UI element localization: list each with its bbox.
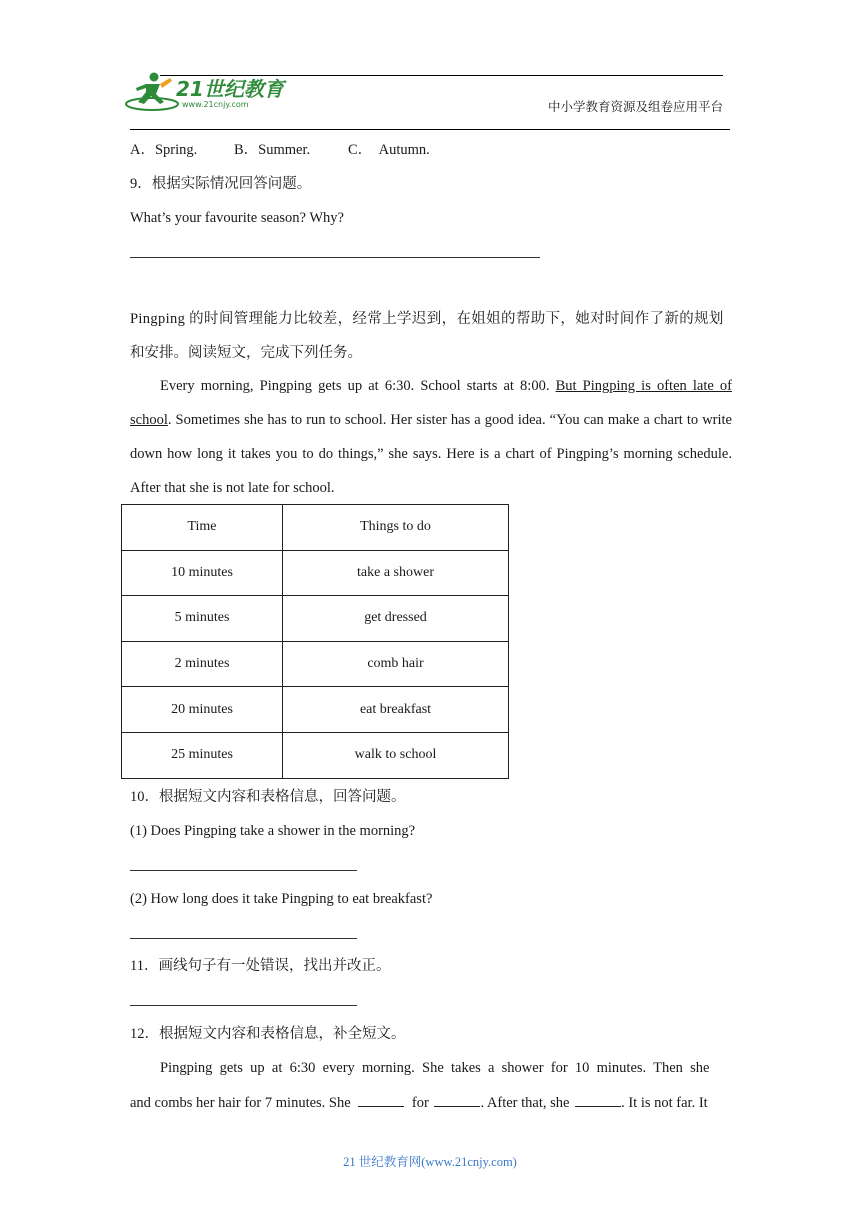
header-logo <box>124 70 294 114</box>
q10-label: 10．根据短文内容和表格信息，回答问题。 <box>130 789 406 805</box>
q8-option-c: C． Autumn. <box>348 142 430 158</box>
q12-line1: Pingping gets up at 6:30 every morning. She takes a shower for 10 minutes. Then she <box>160 1060 710 1076</box>
q12-line2-d: . It is not far. It <box>621 1095 708 1111</box>
schedule-table <box>121 504 509 779</box>
table-header-row <box>122 505 509 551</box>
q12-label: 12．根据短文内容和表格信息，补全短文。 <box>130 1026 406 1042</box>
table-row <box>122 732 509 778</box>
q12-blank-3[interactable] <box>575 1092 621 1107</box>
table-cell-time: 2 minutes <box>122 641 283 687</box>
table-cell-activity: take a shower <box>283 550 509 596</box>
table-cell-activity: get dressed <box>283 596 509 642</box>
q11-answer-line[interactable] <box>130 1005 357 1006</box>
passage-part-b: . Sometimes she has to run to school. Her sister has a good idea. “You can make a chart to write down how long it takes you to do things,” she says. Here is a chart of Pingping’s morning schedule. After that she is not late for school. <box>130 412 732 496</box>
table-cell-time: 25 minutes <box>122 732 283 778</box>
q12-line2-c: . After that, she <box>480 1095 570 1111</box>
q9-label: 9．根据实际情况回答问题。 <box>130 176 312 192</box>
table-cell-activity: eat breakfast <box>283 687 509 733</box>
q10-sub2-answer-line[interactable] <box>130 938 357 939</box>
table-cell-activity: comb hair <box>283 641 509 687</box>
q10-sub1-answer-line[interactable] <box>130 870 357 871</box>
table-row <box>122 550 509 596</box>
q12-line2-b: for <box>411 1095 429 1111</box>
logo-url: www.21cnjy.com <box>182 100 249 109</box>
q12-line2 <box>130 1092 708 1113</box>
table-header-things: Things to do <box>283 505 509 551</box>
platform-title: 中小学教育资源及组卷应用平台 <box>548 99 724 114</box>
header-bottom-rule <box>130 129 730 130</box>
reading-intro-line1: Pingping 的时间管理能力比较差，经常上学迟到，在姐姐的帮助下，她对时间作了新的规划 <box>130 311 724 327</box>
reading-intro-line2: 和安排。阅读短文，完成下列任务。 <box>130 345 362 361</box>
table-row <box>122 641 509 687</box>
table-cell-time: 5 minutes <box>122 596 283 642</box>
runner-logo-icon <box>124 70 180 114</box>
footer-text: 21 世纪教育网(www.21cnjy.com) <box>343 1155 517 1169</box>
table-cell-activity: walk to school <box>283 732 509 778</box>
header-top-rule <box>160 75 723 76</box>
table-row <box>122 596 509 642</box>
table-header-time: Time <box>122 505 283 551</box>
table-cell-time: 20 minutes <box>122 687 283 733</box>
q12-blank-1[interactable] <box>358 1092 404 1107</box>
q9-question: What’s your favourite season? Why? <box>130 210 344 226</box>
q10-sub1: (1) Does Pingping take a shower in the morning? <box>130 823 416 839</box>
logo-text: 21世纪教育 <box>176 77 284 101</box>
passage-part-a: Every morning, Pingping gets up at 6:30. School starts at 8:00. <box>160 378 556 394</box>
q11-label: 11．画线句子有一处错误，找出并改正。 <box>130 958 391 974</box>
q8-option-a: A．Spring. <box>130 142 198 158</box>
table-cell-time: 10 minutes <box>122 550 283 596</box>
q10-sub2: (2) How long does it take Pingping to eat breakfast? <box>130 891 433 907</box>
table-row <box>122 687 509 733</box>
reading-passage <box>130 369 732 505</box>
q12-line2-a: and combs her hair for 7 minutes. She <box>130 1095 351 1111</box>
q12-blank-2[interactable] <box>434 1092 480 1107</box>
q8-option-b: B．Summer. <box>234 142 311 158</box>
q9-answer-line[interactable] <box>130 257 540 258</box>
underlined-sentence: But Pingping is often late of school <box>130 378 733 428</box>
